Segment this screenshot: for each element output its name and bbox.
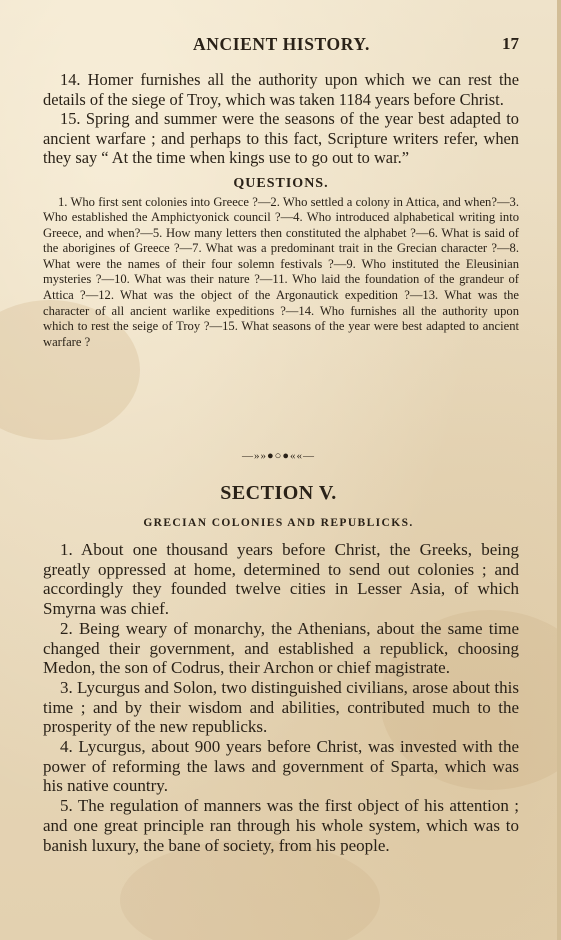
section-paragraph-1: 1. About one thousand years before Christ, the Greeks, being greatly oppressed at home, determined to send out colonies ; and accordingly they founded twelve cities in Lesser Asia, of which Smyrna was chief. xyxy=(43,540,519,619)
running-head: ANCIENT HISTORY. xyxy=(193,34,370,54)
ornament-divider: —»»●○●««— xyxy=(242,450,315,462)
questions-heading: QUESTIONS. xyxy=(233,175,329,191)
section-paragraph-5: 5. The regulation of manners was the first object of his attention ; and one great principle ran through his whole system, which was to banish luxury, the bane of society, from his people. xyxy=(43,796,519,855)
section-paragraph-3: 3. Lycurgus and Solon, two distinguished civilians, arose about this time ; and by their wisdom and abilities, contributed much to the prosperity of the new republicks. xyxy=(43,677,519,737)
page-number: 17 xyxy=(502,34,519,53)
section-body xyxy=(43,540,519,855)
section-title: SECTION V. xyxy=(220,482,337,504)
paragraph-14: 14. Homer furnishes all the authority upon which we can rest the details of the siege of Troy, which was taken 1184 years before Christ. xyxy=(43,70,519,109)
section-subtitle: GRECIAN COLONIES AND REPUBLICKS. xyxy=(143,517,414,529)
questions-text: 1. Who first sent colonies into Greece ?—2. Who settled a colony in Attica, and when?—3. Who established the Amphictyonick council ?—4. Who introduced alphabetical writing into Greece, and when?—5. How many letters then constituted the alphabet ?—6. What is said of the aborigines of Greece ?—7. What was a predominant trait in the Grecian character ?—8. What were the names of their four solemn festivals ?—9. Who instituted the Eleusinian mysteries ?—10. What was their nature ?—11. Who laid the foundation of the grandeur of Attica ?—12. What was the object of the Argonautick expedition ?—13. What was the character of all ancient warlike expeditions ?—14. Who furnishes all the authority upon which to rest the seige of Troy ?—15. What seasons of the year were best adapted to ancient warfare ? xyxy=(43,194,519,349)
top-body xyxy=(43,70,519,350)
section-paragraph-2: 2. Being weary of monarchy, the Athenians, about the same time changed their government, and established a republick, choosing Medon, the son of Codrus, their Archon or chief magistrate. xyxy=(43,618,519,678)
paragraph-15: 15. Spring and summer were the seasons of the year best adapted to ancient warfare ; and perhaps to this fact, Scripture writers refer, when they say “ At the time when kings use to go out to war.” xyxy=(43,109,519,167)
page-header xyxy=(44,34,519,60)
section-paragraph-4: 4. Lycurgus, about 900 years before Christ, was invested with the power of reforming the laws and government of Sparta, which was his native country. xyxy=(43,737,519,796)
